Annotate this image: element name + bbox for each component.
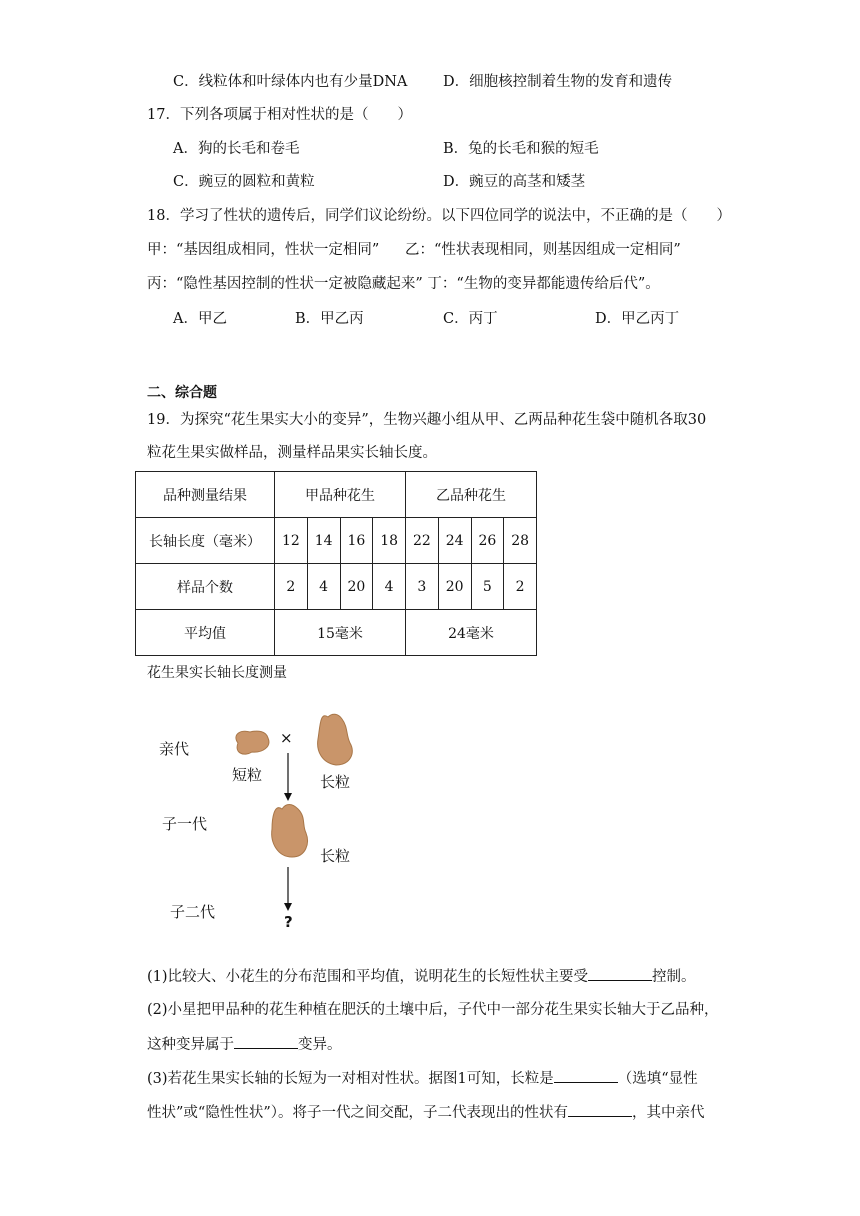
q19-sub3-line1 xyxy=(147,1068,698,1089)
table-cell: 14 xyxy=(307,518,340,564)
table-cell: 28 xyxy=(504,518,537,564)
answer-blank[interactable] xyxy=(568,1102,632,1117)
row-label: 样品个数 xyxy=(136,564,275,610)
q19-sub3-line2 xyxy=(147,1102,705,1123)
q17-stem: 17．下列各项属于相对性状的是（ ） xyxy=(147,107,412,123)
q18-option-b: B．甲乙丙 xyxy=(295,311,364,327)
genetic-cross-diagram xyxy=(150,705,410,945)
row-label: 平均值 xyxy=(136,610,275,656)
table-cell: 4 xyxy=(307,564,340,610)
row-label: 长轴长度（毫米） xyxy=(136,518,275,564)
sub2-end: 变异。 xyxy=(298,1037,342,1053)
table-caption: 花生果实长轴长度测量 xyxy=(147,665,287,681)
label-question: ? xyxy=(284,913,293,931)
table-header-row xyxy=(136,472,537,518)
q19-sub2-line2 xyxy=(147,1034,342,1055)
table-cell: 5 xyxy=(471,564,504,610)
header-cell: 品种测量结果 xyxy=(136,472,275,518)
q18-statement-yi: 乙：“性状表现相同，则基因组成一定相同” xyxy=(405,242,681,258)
q17-option-d: D．豌豆的高茎和矮茎 xyxy=(443,174,586,190)
label-f2: 子二代 xyxy=(170,903,216,921)
q19-stem-line2: 粒花生果实做样品，测量样品果实长轴长度。 xyxy=(147,445,437,461)
q18-option-c: C．丙丁 xyxy=(443,311,498,327)
table-cell: 24 xyxy=(438,518,471,564)
sub3-text2: 性状”或“隐性性状”）。将子一代之间交配，子二代表现出的性状有 xyxy=(147,1105,568,1121)
sub2-text: 这种变异属于 xyxy=(147,1037,234,1053)
table-cell: 22 xyxy=(406,518,439,564)
table-cell: 4 xyxy=(373,564,406,610)
label-f1: 子一代 xyxy=(162,815,208,833)
q19-stem-line1: 19．为探究“花生果实大小的变异”，生物兴趣小组从甲、乙两品种花生袋中随机各取30 xyxy=(147,412,707,428)
q17-option-a: A．狗的长毛和卷毛 xyxy=(173,141,300,157)
label-parent: 亲代 xyxy=(159,740,190,758)
table-cell: 2 xyxy=(504,564,537,610)
label-long: 长粒 xyxy=(320,773,351,791)
table-cell: 24毫米 xyxy=(406,610,537,656)
table-cell: 20 xyxy=(438,564,471,610)
label-f1-long: 长粒 xyxy=(320,847,351,865)
table-row xyxy=(136,564,537,610)
sub3-text-end: （选填“显性 xyxy=(617,1071,698,1087)
answer-blank[interactable] xyxy=(234,1034,298,1049)
table-cell: 20 xyxy=(340,564,373,610)
table-cell: 2 xyxy=(275,564,308,610)
table-cell: 26 xyxy=(471,518,504,564)
q18-statement-jia: 甲：“基因组成相同，性状一定相同” xyxy=(147,242,380,258)
q18-option-a: A．甲乙 xyxy=(173,311,227,327)
q19-sub1 xyxy=(147,966,696,987)
answer-blank[interactable] xyxy=(588,966,652,981)
q16-option-c: C．线粒体和叶绿体内也有少量DNA xyxy=(173,74,408,90)
cross-sign: × xyxy=(280,729,293,747)
table-row xyxy=(136,610,537,656)
q17-option-b: B．兔的长毛和猴的短毛 xyxy=(443,141,599,157)
q18-statement-bing-ding: 丙：“隐性基因控制的性状一定被隐藏起来” 丁：“生物的变异都能遗传给后代”。 xyxy=(147,276,660,292)
header-cell: 乙品种花生 xyxy=(406,472,537,518)
table-cell: 12 xyxy=(275,518,308,564)
short-peanut-icon xyxy=(236,731,269,754)
table-cell: 16 xyxy=(340,518,373,564)
q18-stem: 18．学习了性状的遗传后，同学们议论纷纷。以下四位同学的说法中，不正确的是（ ） xyxy=(147,208,731,224)
sub1-text: (1)比较大、小花生的分布范围和平均值，说明花生的长短性状主要受 xyxy=(147,969,589,985)
q16-option-d: D．细胞核控制着生物的发育和遗传 xyxy=(443,74,673,90)
answer-blank[interactable] xyxy=(554,1068,618,1083)
arrow-down-icon xyxy=(284,753,292,801)
section-title: 二、综合题 xyxy=(147,385,217,401)
sub3-text: (3)若花生果实长轴的长短为一对相对性状。据图1可知，长粒是 xyxy=(147,1071,554,1087)
table-cell: 3 xyxy=(406,564,439,610)
long-peanut-icon xyxy=(318,714,353,765)
arrow-down-icon xyxy=(284,867,292,911)
f1-long-peanut-icon xyxy=(272,805,308,858)
table-cell: 18 xyxy=(373,518,406,564)
q17-option-c: C．豌豆的圆粒和黄粒 xyxy=(173,174,315,190)
label-short: 短粒 xyxy=(232,766,263,784)
table-cell: 15毫米 xyxy=(275,610,406,656)
q19-sub2-line1: (2)小星把甲品种的花生种植在肥沃的土壤中后，子代中一部分花生果实长轴大于乙品种， xyxy=(147,1002,719,1018)
table-row xyxy=(136,518,537,564)
peanut-measurement-table xyxy=(135,471,537,656)
sub3-text2-end: ，其中亲代 xyxy=(632,1105,705,1121)
sub1-end: 控制。 xyxy=(652,969,696,985)
header-cell: 甲品种花生 xyxy=(275,472,406,518)
q18-option-d: D．甲乙丙丁 xyxy=(595,311,680,327)
